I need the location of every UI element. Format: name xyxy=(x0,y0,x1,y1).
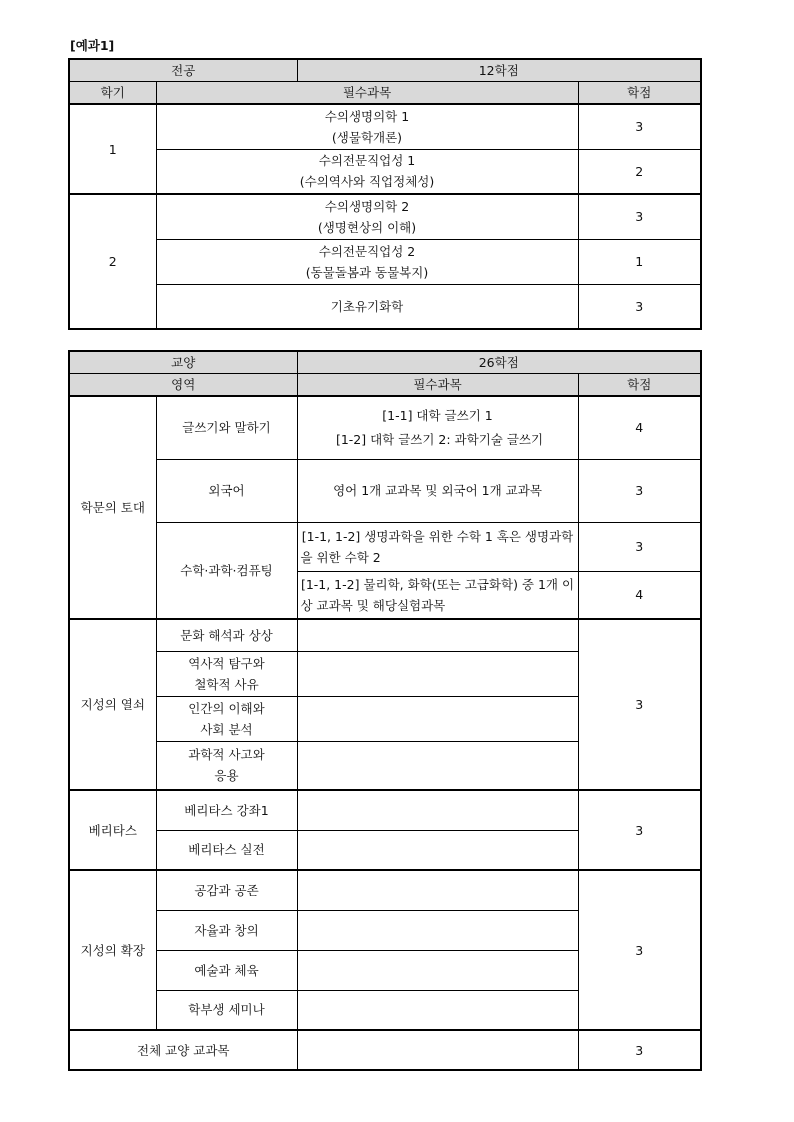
credit-cell: 3 xyxy=(578,459,701,522)
credit-cell: 2 xyxy=(578,149,701,194)
course-subtitle: (생물학개론) xyxy=(331,129,403,145)
course-subtitle: (생명현상의 이해) xyxy=(317,219,417,235)
subarea-veritas-practice: 베리타스 실전 xyxy=(156,830,297,870)
credit-cell: 3 xyxy=(578,1030,701,1070)
course-cell-empty xyxy=(297,990,578,1030)
credit-cell: 4 xyxy=(578,396,701,459)
required-course-column-header: 필수과목 xyxy=(156,82,578,105)
credit-cell: 3 xyxy=(578,870,701,1030)
required-course-column-header: 필수과목 xyxy=(297,374,578,397)
liberal-total-credits: 26학점 xyxy=(297,351,701,374)
subarea-history-philosophy xyxy=(156,651,297,696)
liberal-category-header: 교양 xyxy=(69,351,297,374)
subarea-scientific-thinking xyxy=(156,741,297,790)
subarea-seminar: 학부생 세미나 xyxy=(156,990,297,1030)
course-cell-empty xyxy=(297,741,578,790)
total-liberal-label: 전체 교양 교과목 xyxy=(69,1030,297,1070)
course-cell-empty xyxy=(297,910,578,950)
course-cell-empty xyxy=(297,1030,578,1070)
course-cell-empty xyxy=(297,950,578,990)
area-intellect-expansion: 지성의 확장 xyxy=(69,870,156,1030)
subarea-autonomy: 자율과 창의 xyxy=(156,910,297,950)
subarea-line: 사회 분석 xyxy=(200,721,253,737)
course-cell-math: [1-1, 1-2] 생명과학을 위한 수학 1 혹은 생명과학을 위한 수학 2 xyxy=(297,522,578,571)
course-writing-1: [1-1] 대학 글쓰기 1 xyxy=(382,407,493,423)
course-cell xyxy=(156,284,578,329)
course-cell-empty xyxy=(297,696,578,741)
subarea-foreign-language: 외국어 xyxy=(156,459,297,522)
credit-column-header: 학점 xyxy=(578,82,701,105)
course-cell xyxy=(156,149,578,194)
subarea-veritas-lecture: 베리타스 강좌1 xyxy=(156,790,297,830)
credit-cell: 3 xyxy=(578,522,701,571)
area-veritas: 베리타스 xyxy=(69,790,156,870)
subarea-line: 역사적 탐구와 xyxy=(188,655,265,671)
area-column-header: 영역 xyxy=(69,374,297,397)
subarea-math-science-computing: 수학·과학·컴퓨팅 xyxy=(156,522,297,619)
course-name: 기초유기화학 xyxy=(330,298,404,314)
credit-cell: 4 xyxy=(578,571,701,619)
area-intellect-keys: 지성의 열쇠 xyxy=(69,619,156,790)
subarea-line: 철학적 사유 xyxy=(194,676,259,692)
subarea-line: 과학적 사고와 xyxy=(188,747,265,763)
subarea-writing: 글쓰기와 말하기 xyxy=(156,396,297,459)
course-cell-empty xyxy=(297,870,578,910)
subarea-human-society xyxy=(156,696,297,741)
course-cell: 영어 1개 교과목 및 외국어 1개 교과목 xyxy=(297,459,578,522)
course-cell-empty xyxy=(297,651,578,696)
course-name: 수의생명의학 2 xyxy=(324,198,410,214)
major-category-header: 전공 xyxy=(69,59,297,82)
course-cell xyxy=(297,396,578,459)
credit-cell: 3 xyxy=(578,790,701,870)
major-requirements-table xyxy=(68,58,702,330)
subarea-culture: 문화 해석과 상상 xyxy=(156,619,297,651)
credit-cell: 3 xyxy=(578,619,701,790)
subarea-empathy: 공감과 공존 xyxy=(156,870,297,910)
credit-cell: 1 xyxy=(578,239,701,284)
course-cell-empty xyxy=(297,790,578,830)
course-cell-empty xyxy=(297,830,578,870)
subarea-arts-sports: 예술과 체육 xyxy=(156,950,297,990)
credit-column-header: 학점 xyxy=(578,374,701,397)
liberal-arts-requirements-table xyxy=(68,350,702,1071)
major-total-credits: 12학점 xyxy=(297,59,701,82)
course-name: 수의전문직업성 2 xyxy=(318,243,416,259)
course-name: 수의전문직업성 1 xyxy=(318,153,416,169)
course-cell xyxy=(156,239,578,284)
course-subtitle: (동물돌봄과 동물복지) xyxy=(305,264,429,280)
course-cell-empty xyxy=(297,619,578,651)
course-name: 수의생명의학 1 xyxy=(324,108,410,124)
document-label: [예과1] xyxy=(70,38,115,53)
semester-cell: 2 xyxy=(69,194,156,329)
course-writing-2: [1-2] 대학 글쓰기 2: 과학기술 글쓰기 xyxy=(335,431,544,447)
course-subtitle: (수의역사와 직업정체성) xyxy=(299,174,435,190)
subarea-line: 인간의 이해와 xyxy=(188,700,265,716)
credit-cell: 3 xyxy=(578,104,701,149)
subarea-line: 응용 xyxy=(214,768,239,784)
semester-cell: 1 xyxy=(69,104,156,194)
semester-column-header: 학기 xyxy=(69,82,156,105)
course-cell xyxy=(156,104,578,149)
course-cell-science: [1-1, 1-2] 물리학, 화학(또는 고급화학) 중 1개 이상 교과목 및 해당실험과목 xyxy=(297,571,578,619)
credit-cell: 3 xyxy=(578,194,701,239)
course-cell xyxy=(156,194,578,239)
area-foundation: 학문의 토대 xyxy=(69,396,156,619)
credit-cell: 3 xyxy=(578,284,701,329)
